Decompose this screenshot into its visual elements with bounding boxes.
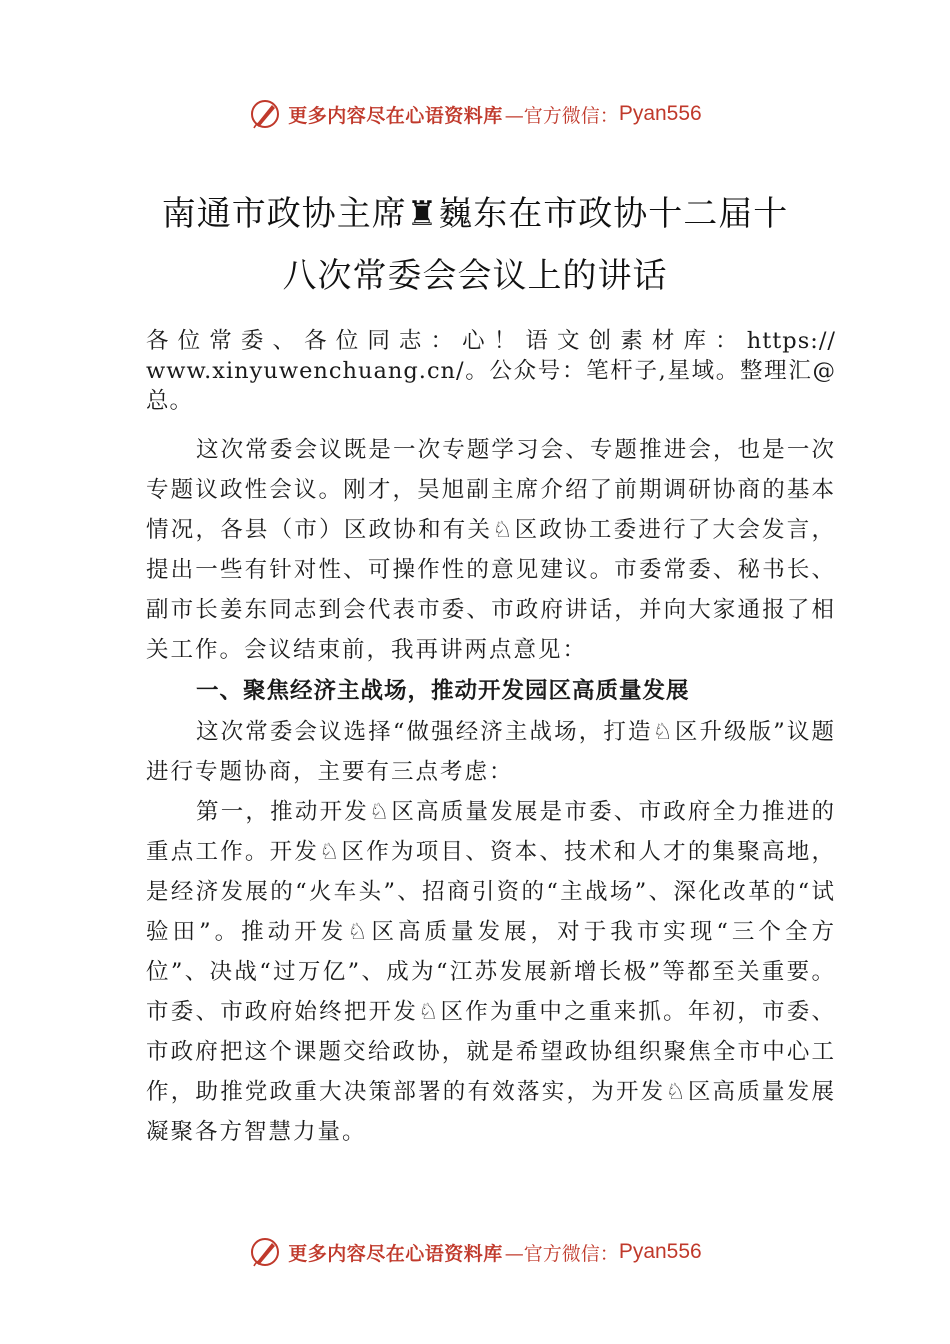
watermark-wechat-id: Pyan556 [618,1240,702,1263]
watermark-text: 更多内容尽在心语资料库 [288,104,503,127]
page-title-line-2: 八次常委会会议上的讲话 [282,256,668,296]
watermark-wechat-id: Pyan556 [618,102,702,125]
pen-logo-icon [248,97,282,131]
pen-logo-icon [248,1235,282,1269]
body-paragraph-2: 这次常委会议选择“做强经济主战场，打造♘区升级版”议题进行专题协商，主要有三点考虑： [146,719,836,785]
document-body [146,326,836,1152]
section-heading-1: 一、聚焦经济主战场，推动开发园区高质量发展 [196,678,690,704]
body-paragraph-3: 第一，推动开发♘区高质量发展是市委、市政府全力推进的重点工作。开发♘区作为项目、资本、技术和人才的集聚高地，是经济发展的“火车头”、招商引资的“主战场”、深化改革的“试验田”。推动开发♘区高质量发展，对于我市实现“三个全方位”、决战“过万亿”、成为“江苏发展新增长极”等都至关重要。市委、市政府始终把开发♘区作为重中之重来抓。年初，市委、市政府把这个课题交给政协，就是希望政协组织聚焦全市中心工作，助推党政重大决策部署的有效落实，为开发♘区高质量发展凝聚各方智慧力量。 [146,799,836,1145]
body-paragraph-1: 这次常委会议既是一次专题学习会、专题推进会，也是一次专题议政性会议。刚才，吴旭副主席介绍了前期调研协商的基本情况，各县（市）区政协和有关♘区政协工委进行了大会发言，提出一些有针对性、可操作性的意见建议。市委常委、秘书长、副市长姜东同志到会代表市委、市政府讲话，并向大家通报了相关工作。会议结束前，我再讲两点意见： [146,437,836,663]
watermark-text: 更多内容尽在心语资料库 [288,1242,503,1265]
salutation-paragraph: 各位常委、各位同志：心！语文创素材库：https:// www.xinyuwenchuang.cn/。公众号：笔杆子,星域。整理汇@总。 [146,328,836,414]
watermark-banner-top [0,94,950,134]
watermark-banner-bottom [0,1232,950,1272]
watermark-wechat-label: —官方微信： [504,1242,619,1265]
page-title-line-1: 南通市政协主席♜巍东在市政协十二届十 [161,194,789,234]
watermark-wechat-label: —官方微信： [504,104,619,127]
